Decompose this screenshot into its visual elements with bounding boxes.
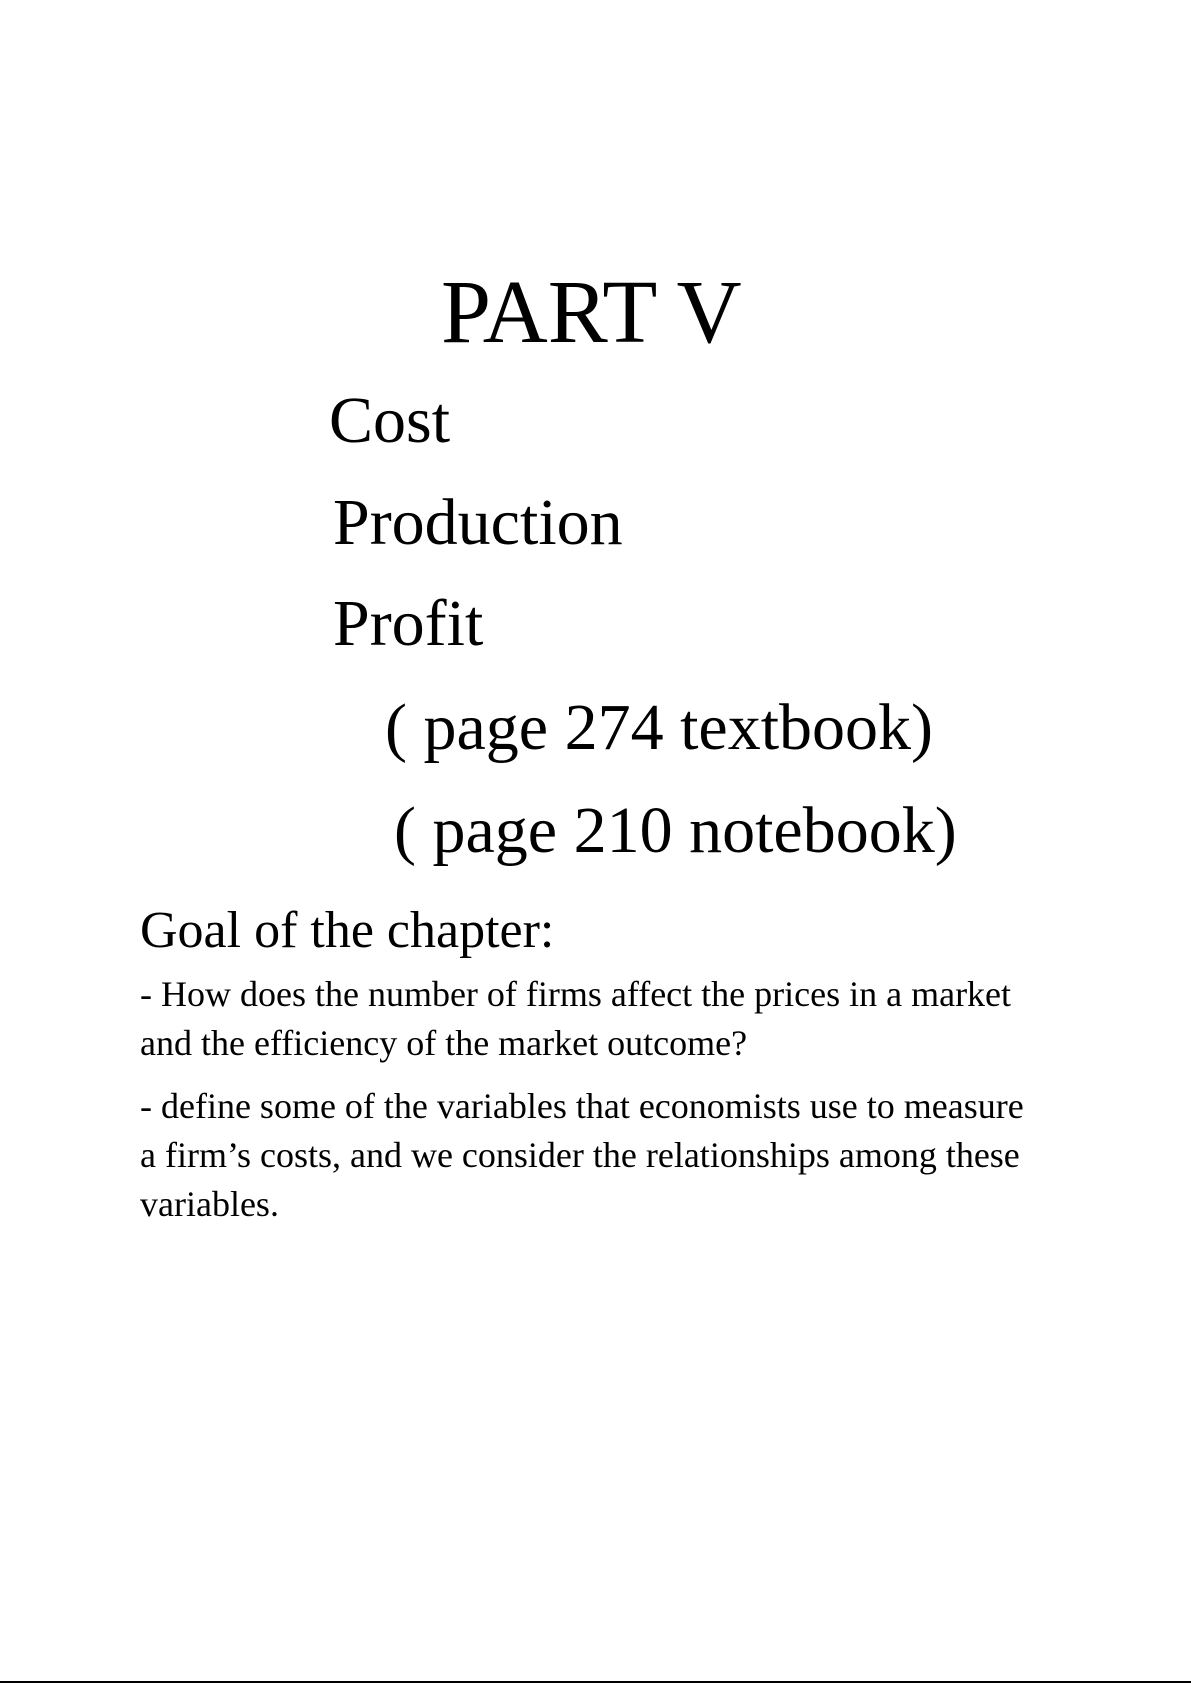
goal-heading: Goal of the chapter: xyxy=(140,902,555,959)
notebook-page-reference: ( page 210 notebook) xyxy=(394,794,957,867)
topic-production: Production xyxy=(333,486,623,559)
textbook-page-reference: ( page 274 textbook) xyxy=(385,691,934,764)
topic-profit: Profit xyxy=(333,587,484,660)
goal-item: - How does the number of firms affect the prices in a market and the efficiency of the market outcome? xyxy=(140,974,1012,1063)
topic-cost: Cost xyxy=(329,384,451,457)
bottom-divider xyxy=(0,1681,1191,1683)
goal-item: - define some of the variables that economists use to measure a firm’s costs, and we consider the relationships among these variables. xyxy=(140,1086,1024,1224)
part-title: PART V xyxy=(441,263,742,362)
